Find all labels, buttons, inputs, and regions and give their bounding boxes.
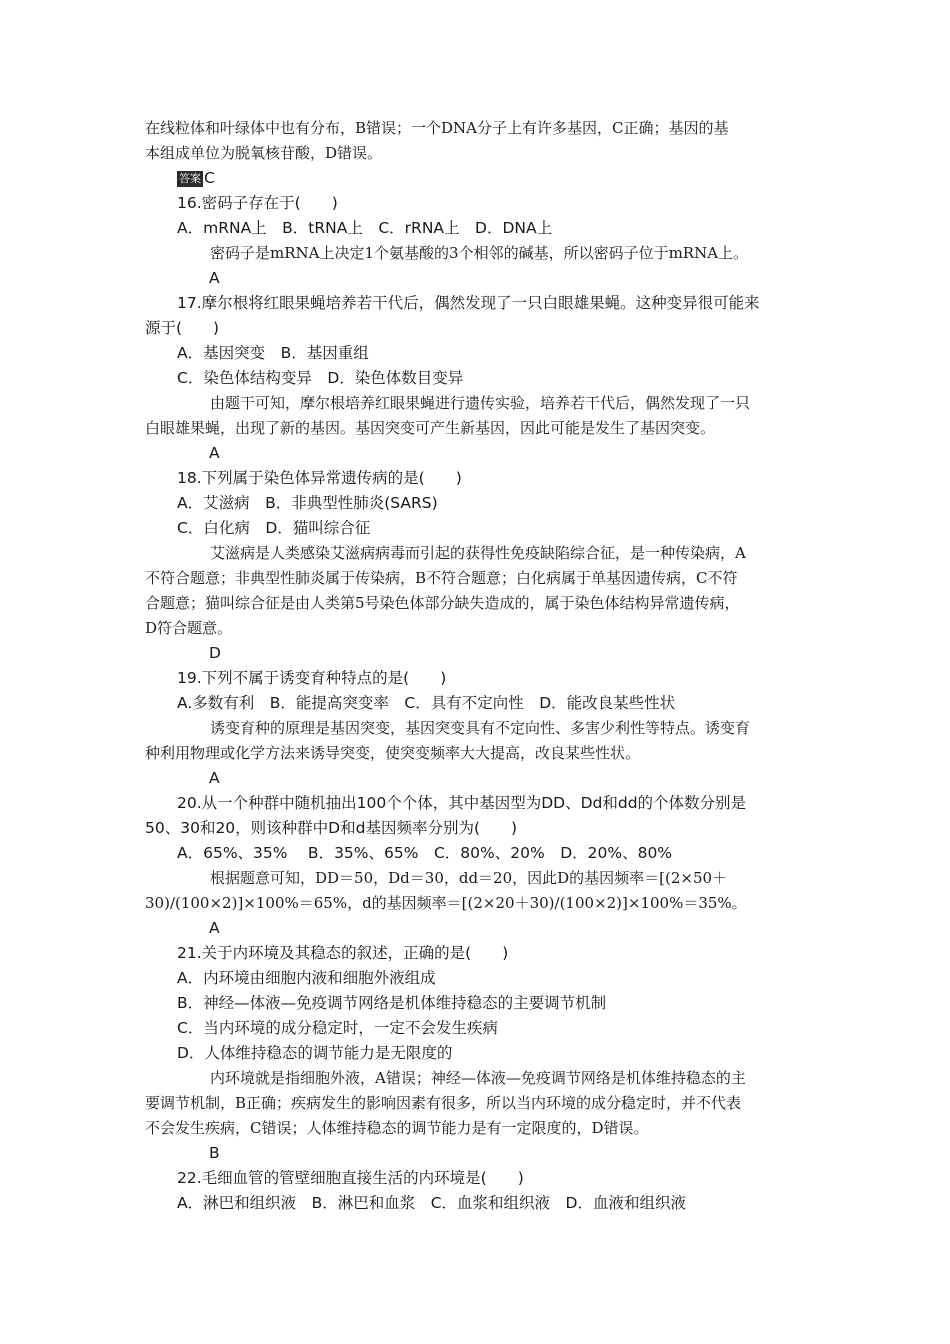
question-19: 19.下列不属于诱变育种特点的是( ) xyxy=(177,669,447,687)
answer-19: A xyxy=(209,769,220,787)
answer-18: D xyxy=(209,644,221,662)
explanation-21: 内环境就是指细胞外液，A错误；神经—体液—免疫调节网络是机体维持稳态的主 xyxy=(210,1069,746,1087)
option-21-c: C．当内环境的成分稳定时，一定不会发生疾病 xyxy=(177,1019,498,1037)
explanation-20-cont: 30)/(100×2)]×100%＝65%，d的基因频率＝[(2×20＋30)/(100×2)]×100%＝35%。 xyxy=(145,894,747,912)
options-17-ab: A．基因突变 B．基因重组 xyxy=(177,344,369,362)
question-20: 20.从一个种群中随机抽出100个个体，其中基因型为DD、Dd和dd的个体数分别是 xyxy=(177,794,747,812)
explanation-21-cont: 不会发生疾病，C错误；人体维持稳态的调节能力是有一定限度的，D错误。 xyxy=(145,1119,649,1137)
explanation-17-cont: 白眼雄果蝇，出现了新的基因。基因突变可产生新基因，因此可能是发生了基因突变。 xyxy=(145,419,716,437)
explanation-20: 根据题意可知，DD＝50，Dd＝30，dd＝20，因此D的基因频率＝[(2×50＋ xyxy=(210,869,728,887)
option-21-a: A．内环境由细胞内液和细胞外液组成 xyxy=(177,969,436,987)
explanation-17: 由题干可知，摩尔根培养红眼果蝇进行遗传实验，培养若干代后，偶然发现了一只 xyxy=(210,394,751,412)
options-19: A.多数有利 B．能提高突变率 C．具有不定向性 D．能改良某些性状 xyxy=(177,694,676,712)
explanation-18-cont: 不符合题意；非典型性肺炎属于传染病，B不符合题意；白化病属于单基因遗传病，C不符 xyxy=(145,569,738,587)
answer-16: A xyxy=(209,269,220,287)
explanation-18-cont: 合题意；猫叫综合征是由人类第5号染色体部分缺失造成的，属于染色体结构异常遗传病， xyxy=(145,594,740,612)
options-18-cd: C．白化病 D．猫叫综合征 xyxy=(177,519,371,537)
question-20-cont: 50、30和20，则该种群中D和d基因频率分别为( ) xyxy=(145,819,518,837)
question-17-cont: 源于( ) xyxy=(145,319,220,337)
question-17: 17.摩尔根将红眼果蝇培养若干代后，偶然发现了一只白眼雄果蝇。这种变异很可能来 xyxy=(177,294,760,312)
answer-label: 答案 xyxy=(179,172,201,185)
explanation-18: 艾滋病是人类感染艾滋病病毒而引起的获得性免疫缺陷综合征，是一种传染病，A xyxy=(210,544,746,562)
explanation-21-cont: 要调节机制，B正确；疾病发生的影响因素有很多，所以当内环境的成分稳定时，并不代表 xyxy=(145,1094,742,1112)
text-line: 在线粒体和叶绿体中也有分布，B错误；一个DNA分子上有许多基因，C正确；基因的基 xyxy=(145,119,729,137)
question-22: 22.毛细血管的管壁细胞直接生活的内环境是( ) xyxy=(177,1169,524,1187)
explanation-19: 诱变育种的原理是基因突变，基因突变具有不定向性、多害少利性等特点。诱变育 xyxy=(210,719,751,737)
answer-value: C xyxy=(204,169,215,187)
explanation-16: 密码子是mRNA上决定1个氨基酸的3个相邻的碱基，所以密码子位于mRNA上。 xyxy=(210,244,749,262)
answer-17: A xyxy=(209,444,220,462)
answer-20: A xyxy=(209,919,220,937)
question-16: 16.密码子存在于( ) xyxy=(177,194,338,212)
options-16: A．mRNA上 B．tRNA上 C．rRNA上 D．DNA上 xyxy=(177,219,553,237)
options-18-ab: A．艾滋病 B．非典型性肺炎(SARS) xyxy=(177,494,438,512)
options-17-cd: C．染色体结构变异 D．染色体数目变异 xyxy=(177,369,464,387)
answer-21: B xyxy=(209,1144,220,1162)
explanation-18-cont: D符合题意。 xyxy=(145,619,233,637)
options-22: A．淋巴和组织液 B．淋巴和血浆 C．血浆和组织液 D．血液和组织液 xyxy=(177,1194,686,1212)
option-21-d: D．人体维持稳态的调节能力是无限度的 xyxy=(177,1044,453,1062)
question-21: 21.关于内环境及其稳态的叙述，正确的是( ) xyxy=(177,944,509,962)
answer-line xyxy=(177,166,215,190)
explanation-19-cont: 种利用物理或化学方法来诱导突变，使突变频率大大提高，改良某些性状。 xyxy=(145,744,641,762)
option-21-b: B．神经—体液—免疫调节网络是机体维持稳态的主要调节机制 xyxy=(177,994,607,1012)
question-18: 18.下列属于染色体异常遗传病的是( ) xyxy=(177,469,462,487)
options-20: A．65%、35% B．35%、65% C．80%、20% D．20%、80% xyxy=(177,844,673,862)
text-line: 本组成单位为脱氧核苷酸，D错误。 xyxy=(145,144,383,162)
